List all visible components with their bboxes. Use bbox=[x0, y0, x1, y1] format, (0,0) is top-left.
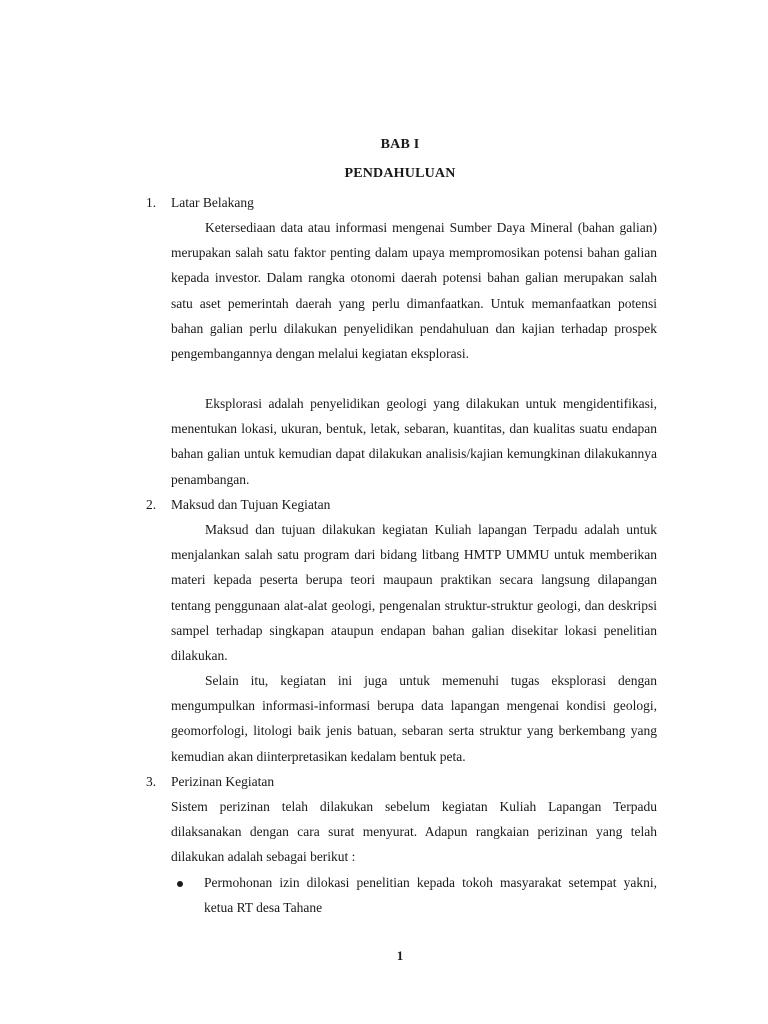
section-3-title: Perizinan Kegiatan bbox=[171, 774, 275, 789]
chapter-title: PENDAHULUAN bbox=[344, 166, 456, 181]
section-3-bullet-1: Permohonan izin dilokasi penelitian kepada tokoh masyarakat setempat yakni, ketua RT desa Tahane bbox=[204, 875, 657, 916]
section-2-number: 2. bbox=[146, 497, 157, 512]
chapter-number: BAB I bbox=[380, 137, 420, 152]
page-number: 1 bbox=[396, 948, 404, 963]
bullet-icon bbox=[177, 881, 183, 887]
section-3-number: 3. bbox=[146, 774, 157, 789]
section-1-paragraph-1: Ketersediaan data atau informasi mengenai Sumber Daya Mineral (bahan galian) merupakan salah satu faktor penting dalam upaya mempromosikan potensi bahan galian kepada investor. Dalam rangka otonomi daerah potensi bahan galian merupakan salah satu aset pemerintah daerah yang perlu dimanfaatkan. Untuk memanfaatkan potensi bahan galian perlu dilakukan penyelidikan pendahuluan dan kajian terhadap prospek pengembangannya dengan melalui kegiatan eksplorasi. bbox=[171, 220, 657, 362]
section-1-number: 1. bbox=[146, 195, 157, 210]
section-2-paragraph-2: Selain itu, kegiatan ini juga untuk memenuhi tugas eksplorasi dengan mengumpulkan informasi-informasi berupa data lapangan mengenai kondisi geologi, geomorfologi, litologi baik jenis batuan, sebaran serta struktur yang berkembang yang kemudian akan diinterpretasikan kedalam bentuk peta. bbox=[171, 673, 657, 764]
section-1-title: Latar Belakang bbox=[171, 195, 254, 210]
section-2-paragraph-1: Maksud dan tujuan dilakukan kegiatan Kuliah lapangan Terpadu adalah untuk menjalankan salah satu program dari bidang litbang HMTP UMMU untuk memberikan materi kepada peserta berupa teori maupaun praktikan secara langsung dilapangan tentang penggunaan alat-alat geologi, pengenalan struktur-struktur geologi, dan deskripsi sampel terhadap singkapan ataupun endapan bahan galian disekitar lokasi penelitian dilakukan. bbox=[171, 522, 657, 664]
section-3-paragraph-1: Sistem perizinan telah dilakukan sebelum kegiatan Kuliah Lapangan Terpadu dilaksanakan dengan cara surat menyurat. Adapun rangkaian perizinan yang telah dilakukan adalah sebagai berikut : bbox=[171, 799, 657, 865]
section-2-title: Maksud dan Tujuan Kegiatan bbox=[171, 497, 331, 512]
section-1-paragraph-2: Eksplorasi adalah penyelidikan geologi yang dilakukan untuk mengidentifikasi, menentukan lokasi, ukuran, bentuk, letak, sebaran, kuantitas, dan kualitas suatu endapan bahan galian untuk kemudian dapat dilakukan analisis/kajian kemungkinan dilakukannya penambangan. bbox=[171, 396, 657, 487]
